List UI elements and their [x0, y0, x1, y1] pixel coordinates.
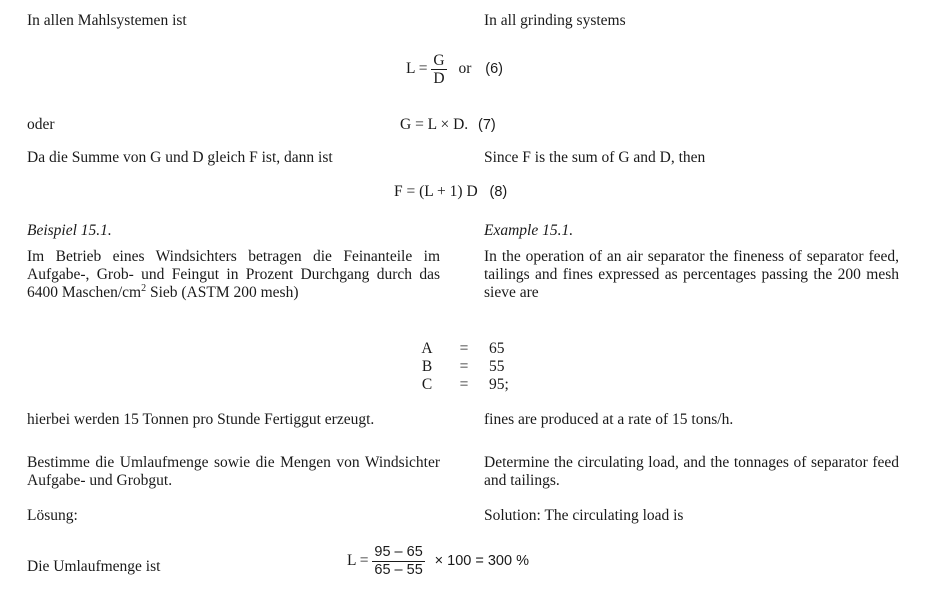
example-text-de-part1: Im Betrieb eines Windsichters betragen die Feinanteile im Aufgabe-, Grob- und Feingut in Prozent Durchgang durch das 6400 Maschen/cm	[27, 248, 440, 301]
circulating-de: Die Umlaufmenge ist	[27, 558, 161, 575]
example-text-de-sup: 2	[141, 282, 147, 294]
values-table	[415, 340, 529, 394]
example-text-en: In the operation of an air separator the fineness of separator feed, tailings and fines expressed as percentages passing the 200 mesh sieve are	[484, 248, 899, 301]
values-row-c	[415, 376, 529, 394]
eq6-denominator: D	[433, 70, 445, 87]
example-title-en: Example 15.1.	[484, 222, 574, 239]
value-var: C	[421, 376, 433, 393]
production-en: fines are produced at a rate of 15 tons/h.	[484, 411, 734, 428]
value-num: 55	[489, 358, 505, 375]
eq8-number: (8)	[489, 184, 508, 200]
sum-line-de: Da die Summe von G und D gleich F ist, dann ist	[27, 149, 333, 166]
circ-numerator: 95 – 65	[374, 544, 423, 560]
values-row-a	[415, 340, 529, 358]
eq6-suffix: or	[458, 60, 472, 78]
circ-denominator: 65 – 55	[374, 562, 423, 578]
solution-en: Solution: The circulating load is	[484, 507, 684, 524]
eq6-numerator: G	[433, 52, 445, 69]
value-var: B	[421, 358, 433, 375]
eq6-lhs: L =	[406, 60, 428, 78]
circulating-equation	[347, 544, 529, 579]
equation-7	[400, 116, 496, 134]
eq8-text: F = (L + 1) D	[394, 183, 478, 200]
example-text-de	[27, 248, 440, 302]
intro-en: In all grinding systems	[484, 12, 626, 29]
intro-de: In allen Mahlsystemen ist	[27, 12, 187, 29]
value-eq: =	[459, 376, 469, 393]
value-eq: =	[459, 358, 469, 375]
production-de: hierbei werden 15 Tonnen pro Stunde Fertiggut erzeugt.	[27, 411, 375, 428]
solution-de: Lösung:	[27, 507, 78, 524]
value-num: 65	[489, 340, 505, 357]
eq6-number: (6)	[485, 61, 503, 78]
oder-text: oder	[27, 116, 55, 133]
circ-rhs: × 100 = 300 %	[434, 553, 529, 570]
sum-line-en: Since F is the sum of G and D, then	[484, 149, 706, 166]
determine-en: Determine the circulating load, and the tonnages of separator feed and tailings.	[484, 454, 899, 489]
determine-de: Bestimme die Umlaufmenge sowie die Mengen von Windsichter Aufgabe- und Grobgut.	[27, 454, 440, 489]
equation-8	[394, 183, 507, 201]
example-title-de: Beispiel 15.1.	[27, 222, 112, 239]
value-num: 95;	[489, 376, 509, 393]
example-text-de-part2: Sieb (ASTM 200 mesh)	[146, 284, 299, 301]
equation-6	[406, 52, 503, 87]
value-eq: =	[459, 340, 469, 357]
circ-lhs: L =	[347, 552, 369, 570]
eq7-text: G = L × D.	[400, 116, 469, 133]
value-var: A	[421, 340, 433, 357]
eq7-number: (7)	[478, 117, 496, 133]
values-row-b	[415, 358, 529, 376]
circ-fraction	[372, 544, 424, 579]
eq6-fraction	[431, 52, 446, 87]
